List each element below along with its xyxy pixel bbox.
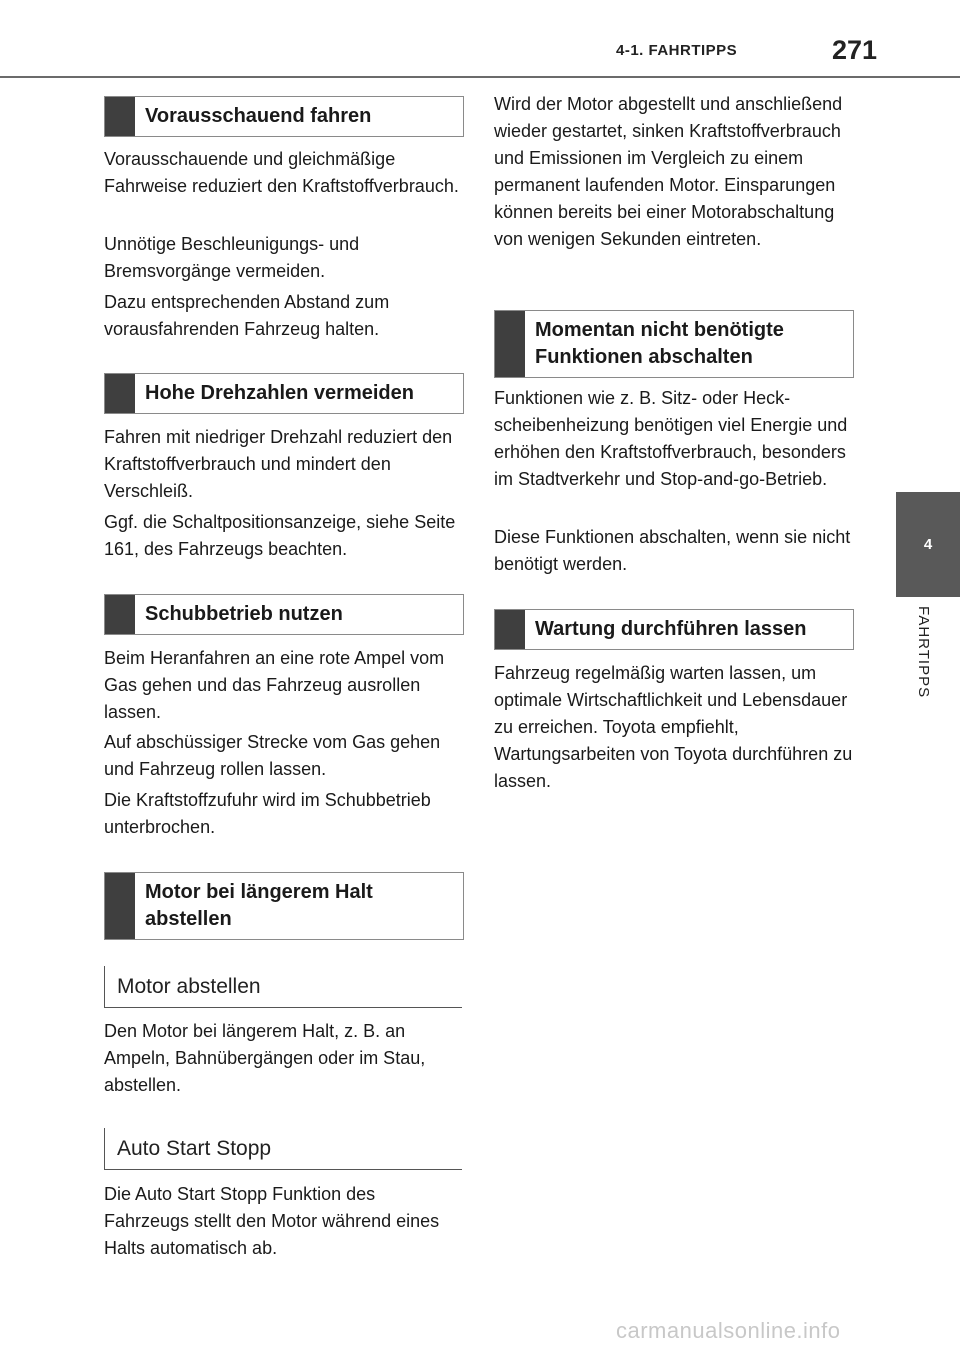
heading-marker <box>105 595 135 634</box>
subheading-text: Auto Start Stopp <box>117 1136 272 1160</box>
paragraph: Auf abschüssiger Strecke vom Gas gehen und Fahrzeug rollen lassen. <box>104 732 441 779</box>
subheading-text: Motor abstellen <box>117 974 261 998</box>
section-heading-wartung <box>494 609 854 650</box>
paragraph: Dazu entsprechenden Abstand zum vorausfahrenden Fahrzeug halten. <box>104 292 390 339</box>
heading-marker <box>105 873 135 939</box>
section-heading-text: Vorausschauend fahren <box>145 105 372 127</box>
paragraph: Diese Funktionen abschalten, wenn sie nicht benötigt werden. <box>494 527 851 574</box>
section-heading-text: Momentan nicht benötigte Funktionen abschalten <box>535 319 784 368</box>
section-heading-drehzahlen <box>104 373 464 414</box>
subheading-motor-abstellen <box>104 966 462 1008</box>
page-number: 271 <box>832 35 878 65</box>
chapter-heading: 4-1. FAHRTIPPS <box>616 42 738 59</box>
heading-marker <box>495 610 525 649</box>
heading-marker <box>105 97 135 136</box>
paragraph: Fahrzeug regelmäßig warten lassen, um optimale Wirtschaftlichkeit und Lebensdauer zu erreichen. Toyota empfiehlt, Wartungsarbeiten von Toyota durchführen zu lassen. <box>494 663 853 791</box>
section-heading-text: Motor bei längerem Halt abstellen <box>145 881 373 930</box>
section-heading-schubbetrieb <box>104 594 464 635</box>
section-heading-funktionen <box>494 310 854 378</box>
paragraph: Die Kraftstoffzufuhr wird im Schubbetrieb unterbrochen. <box>104 790 431 837</box>
header-divider <box>0 76 960 78</box>
subheading-auto-start-stopp <box>104 1128 462 1170</box>
heading-marker <box>105 374 135 413</box>
paragraph: Den Motor bei längerem Halt, z. B. an Ampeln, Bahnübergängen oder im Stau, abstellen. <box>104 1021 426 1095</box>
paragraph: Wird der Motor abgestellt und anschließend wieder gestartet, sinken Kraftstoffverbrauch und Emissionen im Vergleich zu einem permanent laufenden Motor. Einsparungen können bereits bei einer Motorabschaltung von wenigen Sekunden eintreten. <box>494 94 843 249</box>
paragraph: Fahren mit niedriger Drehzahl reduziert den Kraftstoffverbrauch und mindert den Verschleiß. <box>104 427 453 501</box>
section-heading-motor-halt <box>104 872 464 940</box>
section-heading-vorausschauend <box>104 96 464 137</box>
heading-marker <box>495 311 525 377</box>
paragraph: Die Auto Start Stopp Funktion des Fahrzeugs stellt den Motor während eines Halts automatisch ab. <box>104 1184 440 1258</box>
paragraph: Beim Heranfahren an eine rote Ampel vom Gas gehen und das Fahrzeug ausrollen lassen. <box>104 648 445 722</box>
section-heading-text: Hohe Drehzahlen vermeiden <box>145 382 414 404</box>
chapter-tab-number: 4 <box>923 536 933 553</box>
chapter-tab[interactable] <box>896 492 960 597</box>
chapter-tab-label: FAHRTIPPS <box>915 606 932 699</box>
section-heading-text: Schubbetrieb nutzen <box>145 603 343 625</box>
paragraph: Ggf. die Schaltpositionsanzeige, siehe Seite 161, des Fahrzeugs beachten. <box>104 512 456 559</box>
section-heading-text: Wartung durchführen lassen <box>535 618 807 640</box>
paragraph: Vorausschauende und gleichmäßige Fahrweise reduziert den Kraftstoffverbrauch. <box>104 149 459 196</box>
watermark: carmanualsonline.info <box>616 1318 841 1343</box>
paragraph: Funktionen wie z. B. Sitz- oder Heckscheibenheizung benötigen viel Energie und erhöhen den Kraftstoffverbrauch, besonders im Stadtverkehr und Stop-and-go-Betrieb. <box>494 388 848 489</box>
paragraph: Unnötige Beschleunigungs- und Bremsvorgänge vermeiden. <box>104 234 360 281</box>
